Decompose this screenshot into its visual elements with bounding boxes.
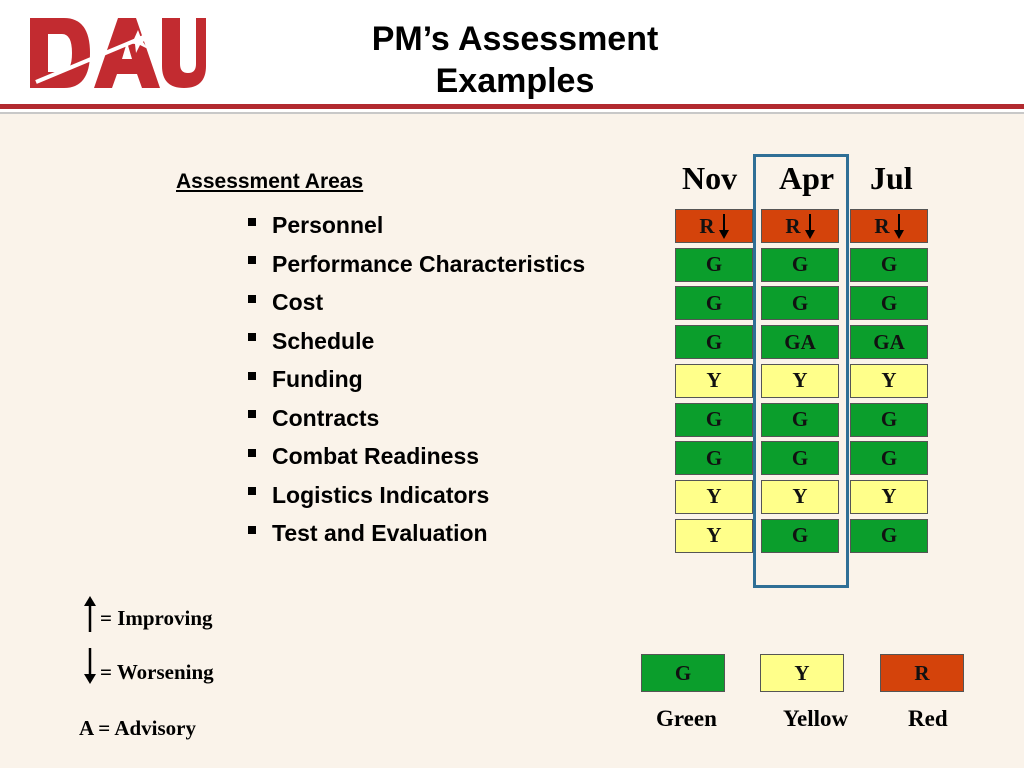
key-box-yellow: Y — [760, 654, 844, 692]
rating-cell — [850, 325, 928, 359]
assessment-areas-list — [248, 206, 585, 553]
rating-value: Y — [881, 484, 897, 509]
rating-value: G — [880, 407, 898, 431]
rating-cell — [850, 248, 928, 282]
area-label: Logistics Indicators — [272, 481, 490, 508]
up-arrow-icon — [82, 596, 98, 634]
bullet-icon — [248, 526, 256, 534]
rating-value: Y — [792, 368, 808, 393]
rating-cell — [675, 325, 753, 359]
bullet-icon — [248, 256, 256, 264]
rating-value: Y — [706, 523, 722, 548]
rating-value: G — [791, 252, 809, 277]
area-label: Funding — [272, 366, 363, 392]
area-label: Personnel — [272, 212, 384, 238]
rating-cell — [850, 519, 928, 553]
list-item — [248, 514, 585, 553]
legend-advisory: A = Advisory — [79, 716, 196, 740]
rating-value: Y — [706, 368, 722, 393]
list-item — [248, 322, 585, 361]
area-label: Performance Characteristics — [272, 250, 586, 277]
rating-cell — [850, 286, 928, 320]
down-arrow-icon — [82, 646, 98, 684]
page-title — [300, 18, 730, 102]
legend-improving: = Improving — [100, 606, 213, 630]
rating-value: G — [880, 445, 898, 470]
list-item — [248, 360, 585, 399]
list-item — [248, 245, 585, 284]
key-label-yellow: Yellow — [783, 706, 849, 731]
key-box-green: G — [641, 654, 725, 692]
rating-cell — [675, 519, 753, 553]
list-item — [248, 437, 585, 476]
key-box-red: R — [880, 654, 964, 692]
column-header-jul: Jul — [870, 160, 913, 196]
key-label-green: Green — [656, 706, 717, 731]
rating-value: G — [880, 290, 898, 315]
rating-value: GA — [873, 329, 905, 354]
rating-value: G — [705, 329, 723, 354]
rating-value: R — [785, 213, 801, 238]
rating-value: G — [705, 290, 723, 315]
rating-value: Y — [706, 484, 722, 509]
area-label: Contracts — [272, 404, 380, 431]
rating-cell — [850, 403, 928, 437]
rating-cell — [675, 364, 753, 398]
dau-logo — [28, 16, 208, 90]
rating-value: R — [699, 213, 715, 238]
legend-worsening: = Worsening — [100, 660, 214, 684]
rating-cell — [850, 441, 928, 475]
bullet-icon — [248, 333, 256, 341]
rating-cell — [850, 364, 928, 398]
rating-value: G — [705, 407, 723, 431]
column-header-apr: Apr — [779, 160, 835, 196]
bullet-icon — [248, 218, 256, 226]
rating-value: G — [791, 523, 809, 548]
list-item — [248, 399, 585, 438]
key-label-red: Red — [908, 706, 948, 731]
rating-cell — [675, 209, 753, 243]
rating-cell — [675, 248, 753, 282]
down-arrow-icon — [719, 213, 729, 239]
rating-cell — [675, 286, 753, 320]
column-header-nov: Nov — [682, 160, 738, 196]
rating-value: G — [880, 523, 898, 548]
rating-value: G — [880, 252, 898, 277]
title-line-1: PM’s Assessment — [371, 20, 659, 58]
assessment-areas-heading: Assessment Areas — [176, 170, 364, 193]
list-item — [248, 476, 585, 515]
area-label: Cost — [272, 289, 324, 315]
rating-cell — [850, 480, 928, 514]
list-item — [248, 206, 585, 245]
bullet-icon — [248, 372, 256, 380]
rating-value: Y — [881, 368, 897, 393]
rating-cell — [850, 209, 928, 243]
down-arrow-icon — [894, 213, 904, 239]
rating-cell — [675, 441, 753, 475]
title-line-2: Examples — [435, 62, 595, 100]
rating-value: GA — [784, 329, 816, 354]
rating-cell — [675, 403, 753, 437]
area-label: Test and Evaluation — [272, 520, 488, 546]
bullet-icon — [248, 487, 256, 495]
rating-value: G — [791, 407, 809, 431]
area-label: Schedule — [272, 327, 375, 354]
rating-value: G — [791, 290, 809, 315]
highlighted-column-frame — [753, 154, 849, 588]
area-label: Combat Readiness — [272, 443, 480, 469]
rating-value: Y — [792, 484, 808, 509]
bullet-icon — [248, 449, 256, 457]
header-divider-red — [0, 104, 1024, 109]
header-divider-gray — [0, 112, 1024, 114]
rating-cell — [675, 480, 753, 514]
rating-value: G — [705, 252, 723, 277]
rating-value: R — [874, 213, 890, 238]
rating-value: G — [791, 445, 809, 470]
list-item — [248, 283, 585, 322]
rating-value: G — [705, 445, 723, 470]
bullet-icon — [248, 295, 256, 303]
bullet-icon — [248, 410, 256, 418]
